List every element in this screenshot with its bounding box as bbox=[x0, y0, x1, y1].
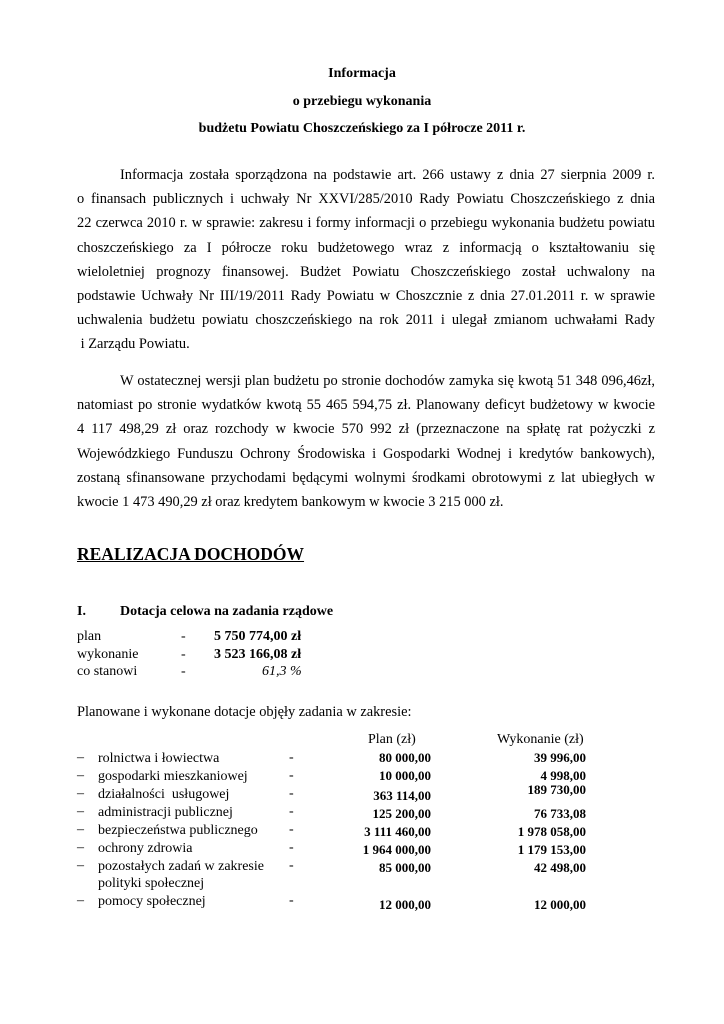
row-label: gospodarki mieszkaniowej bbox=[98, 769, 248, 784]
summary-dash: - bbox=[181, 664, 186, 679]
bullet-dash: – bbox=[77, 750, 84, 765]
row-separator: - bbox=[289, 750, 294, 765]
text-line: Wojewódzkiego Funduszu Ochrony Środowiska i Gospodarki Wodnej i kredytów bankowych), bbox=[77, 445, 655, 462]
column-header-wykonanie: Wykonanie (zł) bbox=[497, 732, 584, 747]
bullet-dash: – bbox=[77, 804, 84, 819]
summary-value-percent: 61,3 % bbox=[262, 664, 302, 679]
section-number: I. bbox=[77, 604, 86, 619]
text-line: wieloletniej prognozy finansowej. Budżet Powiatu Choszczeńskiego został uchwalony na bbox=[77, 263, 655, 280]
row-plan-value: 1 964 000,00 bbox=[362, 842, 431, 857]
table-row bbox=[77, 804, 597, 822]
row-label: rolnictwa i łowiectwa bbox=[98, 751, 220, 766]
summary-label-co-stanowi: co stanowi bbox=[77, 664, 138, 679]
row-label: administracji publicznej bbox=[98, 805, 233, 820]
bullet-dash: – bbox=[77, 786, 84, 801]
text-line: 22 czerwca 2010 r. w sprawie: zakresu i formy informacji o przebiegu wykonania budżetu powiatu bbox=[77, 215, 655, 232]
row-done-value: 1 179 153,00 bbox=[517, 842, 586, 857]
bullet-dash: – bbox=[77, 768, 84, 783]
summary-label-plan: plan bbox=[77, 629, 102, 644]
text-line: Informacja została sporządzona na podstawie art. 266 ustawy z dnia 27 sierpnia 2009 r. bbox=[120, 167, 655, 183]
bullet-dash: – bbox=[77, 893, 84, 908]
doc-title-line-1: Informacja bbox=[328, 66, 396, 81]
row-plan-value: 363 114,00 bbox=[373, 788, 431, 803]
row-plan-value: 80 000,00 bbox=[379, 750, 431, 765]
row-plan-value: 10 000,00 bbox=[379, 768, 431, 783]
row-done-value: 76 733,08 bbox=[534, 806, 586, 821]
row-separator: - bbox=[289, 840, 294, 855]
table-row bbox=[77, 858, 597, 894]
table-row bbox=[77, 768, 597, 786]
row-label: pomocy społecznej bbox=[98, 894, 206, 909]
intro-paragraph-2 bbox=[77, 369, 655, 514]
text-line: natomiast po stronie wydatków kwotą 55 465 594,75 zł. Planowany deficyt budżetowy w kwocie bbox=[77, 397, 655, 414]
row-separator: - bbox=[289, 858, 294, 873]
summary-label-wykonanie: wykonanie bbox=[77, 647, 139, 662]
row-label: ochrony zdrowia bbox=[98, 841, 193, 856]
row-done-value: 12 000,00 bbox=[534, 897, 586, 912]
text-line: choszczeńskiego za I półrocze roku budżetowego wraz z informacją o kształtowaniu się bbox=[77, 239, 655, 256]
column-header-plan: Plan (zł) bbox=[368, 732, 416, 747]
summary-value-plan: 5 750 774,00 zł bbox=[214, 629, 302, 644]
text-line: uchwalenia budżetu powiatu choszczeńskiego na rok 2011 i ulegał zmianom uchwałami Rady bbox=[77, 312, 655, 329]
row-separator: - bbox=[289, 768, 294, 783]
section-title: Dotacja celowa na zadania rządowe bbox=[120, 604, 334, 619]
row-label: działalności usługowej bbox=[98, 787, 230, 802]
text-line: o finansach publicznych i uchwały Nr XXVI/285/2010 Rady Powiatu Choszczeńskiego z dnia bbox=[77, 191, 655, 208]
row-plan-value: 3 111 460,00 bbox=[364, 824, 431, 839]
summary-dash: - bbox=[181, 629, 186, 644]
row-done-value: 42 498,00 bbox=[534, 860, 586, 875]
text-line: 4 117 498,29 zł oraz rozchody w kwocie 570 992 zł (przeznaczone na spłatę rat pożyczki z bbox=[77, 421, 655, 438]
bullet-dash: – bbox=[77, 858, 84, 873]
section-heading: REALIZACJA DOCHODÓW bbox=[77, 544, 305, 564]
row-done-value: 1 978 058,00 bbox=[517, 824, 586, 839]
table-lead-text: Planowane i wykonane dotacje objęły zadania w zakresie: bbox=[77, 704, 412, 720]
row-separator: - bbox=[289, 786, 294, 801]
row-done-value: 4 998,00 bbox=[540, 768, 586, 783]
text-line: W ostatecznej wersji plan budżetu po stronie dochodów zamyka się kwotą 51 348 096,46zł, bbox=[120, 373, 655, 389]
row-plan-value: 85 000,00 bbox=[379, 860, 431, 875]
table-row bbox=[77, 840, 597, 858]
row-done-value: 189 730,00 bbox=[527, 782, 586, 797]
row-done-value: 39 996,00 bbox=[534, 750, 586, 765]
row-separator: - bbox=[289, 822, 294, 837]
summary-dash: - bbox=[181, 647, 186, 662]
row-label: pozostałych zadań w zakresie polityki społecznej bbox=[98, 859, 264, 891]
bullet-dash: – bbox=[77, 840, 84, 855]
text-line: i Zarządu Powiatu. bbox=[77, 336, 190, 353]
table-row bbox=[77, 893, 597, 911]
table-row bbox=[77, 782, 597, 804]
table-row bbox=[77, 750, 597, 768]
table-row bbox=[77, 822, 597, 840]
doc-title-line-2: o przebiegu wykonania bbox=[292, 94, 432, 109]
text-line: kwocie 1 473 490,29 zł oraz kredytem bankowym w kwocie 3 215 000 zł. bbox=[77, 494, 504, 511]
text-line: podstawie Uchwały Nr III/19/2011 Rady Powiatu w Choszcznie z dnia 27.01.2011 r. w sprawie bbox=[77, 288, 655, 305]
doc-title-line-3: budżetu Powiatu Choszczeńskiego za I półrocze 2011 r. bbox=[198, 121, 526, 136]
row-separator: - bbox=[289, 804, 294, 819]
row-plan-value: 125 200,00 bbox=[372, 806, 431, 821]
summary-value-wykonanie: 3 523 166,08 zł bbox=[214, 647, 302, 662]
bullet-dash: – bbox=[77, 822, 84, 837]
text-line: zostaną sfinansowane przychodami będącymi wolnymi środkami obrotowymi z lat ubiegłych w bbox=[77, 469, 655, 486]
intro-paragraph-1 bbox=[77, 163, 655, 357]
row-plan-value: 12 000,00 bbox=[379, 897, 431, 912]
row-label: bezpieczeństwa publicznego bbox=[98, 823, 258, 838]
row-separator: - bbox=[289, 893, 294, 908]
